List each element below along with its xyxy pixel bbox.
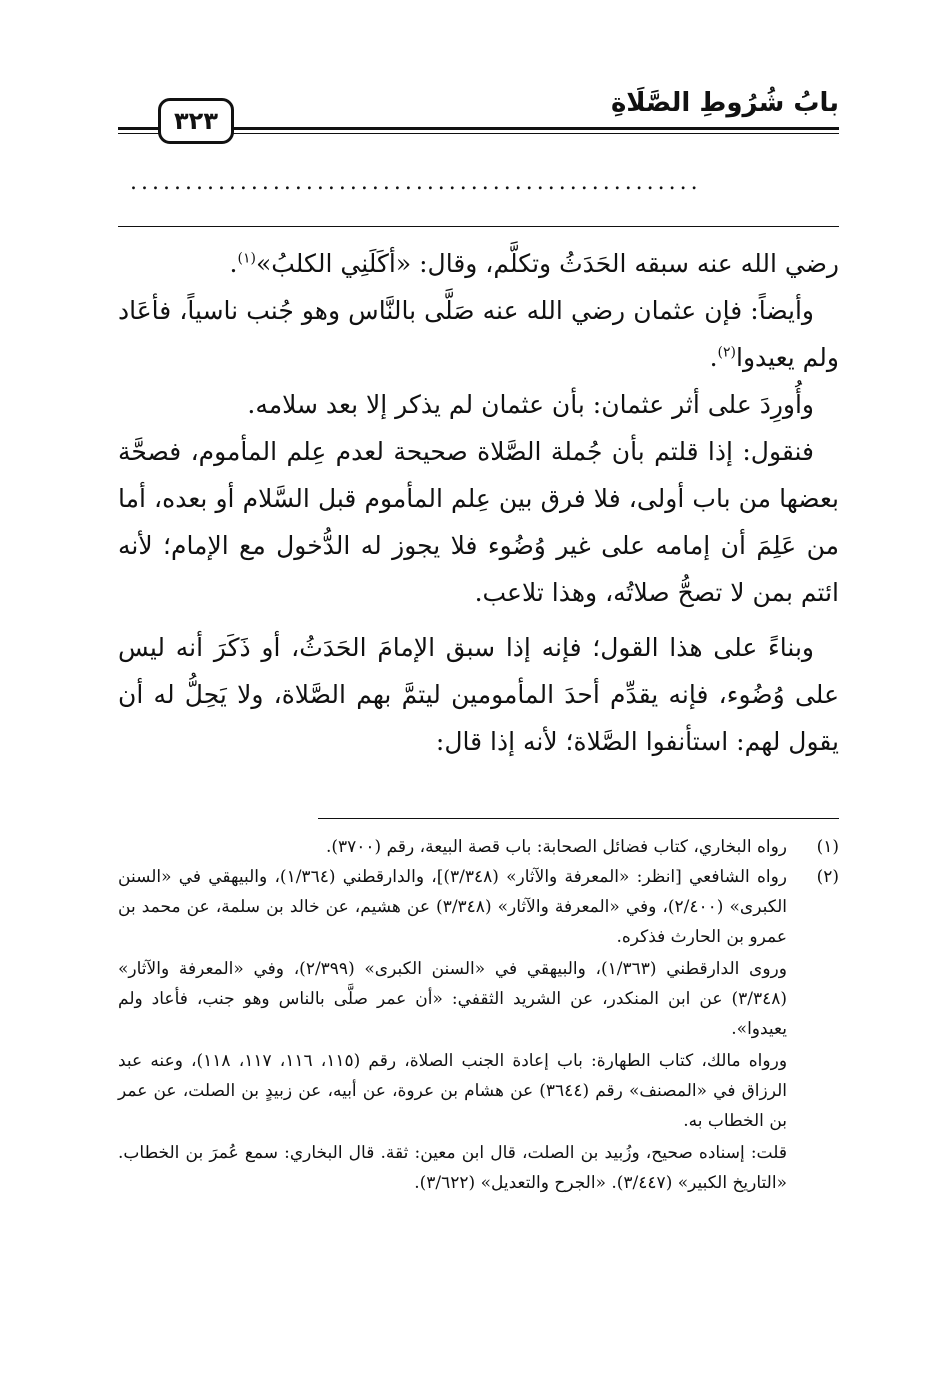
footnote-number: (١) (816, 837, 839, 857)
footnote-text: رواه الشافعي [انظر: «المعرفة والآثار» (٣/٣٤٨)]، والدارقطني (١/٣٦٤)، والبيهقي في «السنن الكبرى» (٢/٤٠٠)، وفي «المعرفة والآثار» (٣/٣٤٨) عن هشيم، عن خالد بن سلمة، عن محمد بن عمرو بن الحارث فذكره. (118, 867, 787, 947)
footnote-1 (118, 832, 839, 862)
paragraph-1: رضي الله عنه سبقه الحَدَثُ وتكلَّم، وقال: «أكَلَنِي الكلبُ»$^{(١)}$. (229, 249, 839, 278)
footnote-text: رواه البخاري، كتاب فضائل الصحابة: باب قصة البيعة، رقم (٣٧٠٠). (325, 837, 787, 857)
page-number: ٣٢٣ (158, 98, 234, 144)
footnote-text: قلت: إسناده صحيح، وزُبيد بن الصلت، قال ابن معين: ثقة. قال البخاري: سمع عُمرَ بن الخطاب. «التاريخ الكبير» (٣/٤٤٧). «الجرح والتعديل» (٣/٦٢٢). (118, 1143, 787, 1193)
paragraph-3: وأُورِدَ على أثر عثمان: بأن عثمان لم يذكر إلا بعد سلامه. (247, 390, 814, 419)
paragraph-5: وبناءً على هذا القول؛ فإنه إذا سبق الإمامَ الحَدَثُ، أو ذَكَرَ أنه ليس على وُضُوء، فإنه يقدِّم أحدَ المأمومين ليتمَّ بهم الصَّلاة، ولا يَحِلُّ له أن يقول لهم: استأنفوا الصَّلاة؛ لأنه إذا قال: (118, 633, 839, 756)
footnote-2 (118, 862, 839, 1198)
footnote-text: ورواه مالك، كتاب الطهارة: باب إعادة الجنب الصلاة، رقم (١١٥، ١١٦، ١١٧، ١١٨)، وعنه عبد الرزاق في «المصنف» رقم (٣٦٤٤) عن هشام بن عروة، عن أبيه، عن زبيدٍ بن الصلت، عن عمر بن الخطاب به. (118, 1051, 788, 1131)
footnotes (118, 832, 839, 1198)
chapter-title: بابُ شُرُوطِ الصَّلَاةِ (610, 88, 839, 118)
top-rule (118, 226, 839, 227)
paragraph-2: وأيضاً: فإن عثمان رضي الله عنه صَلَّى بالنَّاس وهو جُنب ناسياً، فأعَاد ولم يعيدوا$^{(٢)}$. (118, 296, 839, 372)
footnote-text: وروى الدارقطني (١/٣٦٣)، والبيهقي في «السنن الكبرى» (٢/٣٩٩)، وفي «المعرفة والآثار» (٣/٣٤٨) عن ابن المنكدر، عن الشريد الثقفي: «أن عمر صلَّى بالناس وهو جنب، فأعاد ولم يعيدوا». (118, 959, 787, 1039)
footnote-ref-1: (١) (237, 250, 256, 267)
dotted-separator: .................................................... (130, 170, 702, 195)
footnote-number: (٢) (816, 867, 839, 887)
paragraph-4: فنقول: إذا قلتم بأن جُملة الصَّلاة صحيحة لعدم عِلم المأموم، فصحَّة بعضها من باب أولى، فلا فرق بين عِلم المأموم قبل السَّلام أو بعده، أما من عَلِمَ أن إمامه على غير وُضُوء فلا يجوز له الدُّخول مع الإمام؛ لأنه ائتم بمن لا تصحُّ صلاتُه، وهذا تلاعب. (118, 437, 839, 607)
main-text (118, 240, 839, 765)
footnote-ref-2: (٢) (717, 344, 737, 361)
footnote-rule (318, 818, 839, 819)
